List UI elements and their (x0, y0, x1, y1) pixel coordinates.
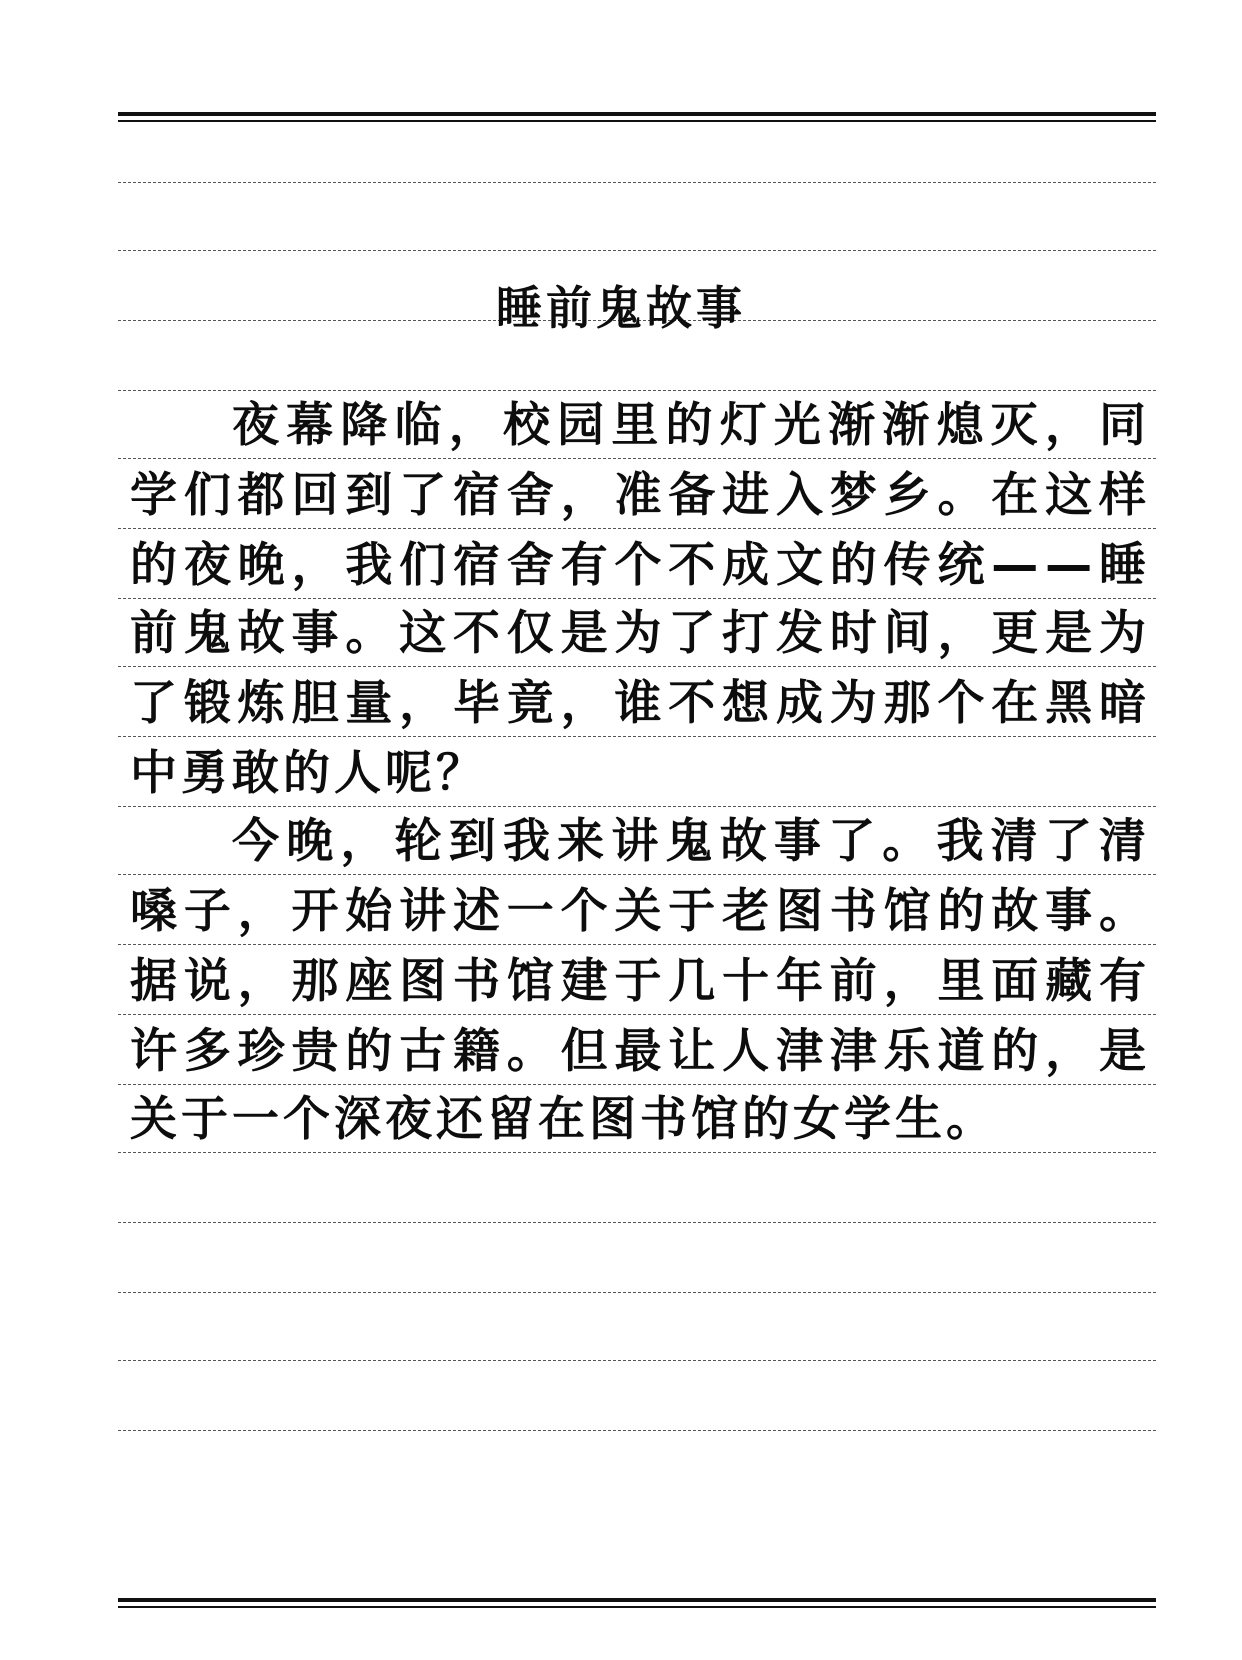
ruled-line (118, 390, 1156, 391)
ruled-line (118, 1222, 1156, 1223)
ruled-line (118, 1292, 1156, 1293)
text-line: 前鬼故事。这不仅是为了打发时间，更是为 (130, 606, 1153, 661)
ruled-line (118, 458, 1156, 459)
ruled-line (118, 736, 1156, 737)
ruled-line (118, 528, 1156, 529)
text-line: 了锻炼胆量，毕竟，谁不想成为那个在黑暗 (130, 676, 1153, 731)
ruled-line (118, 666, 1156, 667)
ruled-line (118, 806, 1156, 807)
text-line: 夜幕降临，校园里的灯光渐渐熄灭，同 (232, 398, 1154, 453)
ruled-line (118, 1014, 1156, 1015)
text-line: 据说，那座图书馆建于几十年前，里面藏有 (130, 954, 1153, 1009)
ruled-line (118, 1152, 1156, 1153)
text-line: 学们都回到了宿舍，准备进入梦乡。在这样 (130, 468, 1153, 523)
text-line: 许多珍贵的古籍。但最让人津津乐道的，是 (130, 1024, 1153, 1079)
text-line: 嗓子，开始讲述一个关于老图书馆的故事。 (130, 884, 1153, 939)
text-line: 关于一个深夜还留在图书馆的女学生。 (130, 1092, 997, 1147)
ruled-line (118, 874, 1156, 875)
essay-title: 睡前鬼故事 (496, 281, 746, 335)
text-line: 中勇敢的人呢？ (130, 746, 487, 801)
bottom-double-rule (118, 1598, 1156, 1608)
text-line: 的夜晚，我们宿舍有个不成文的传统——睡 (130, 538, 1153, 593)
top-double-rule (118, 112, 1156, 122)
ruled-line (118, 1430, 1156, 1431)
ruled-line (118, 1360, 1156, 1361)
ruled-line (118, 250, 1156, 251)
text-line: 今晚，轮到我来讲鬼故事了。我清了清 (232, 814, 1154, 869)
ruled-line (118, 182, 1156, 183)
ruled-line (118, 598, 1156, 599)
ruled-line (118, 944, 1156, 945)
ruled-line (118, 1084, 1156, 1085)
